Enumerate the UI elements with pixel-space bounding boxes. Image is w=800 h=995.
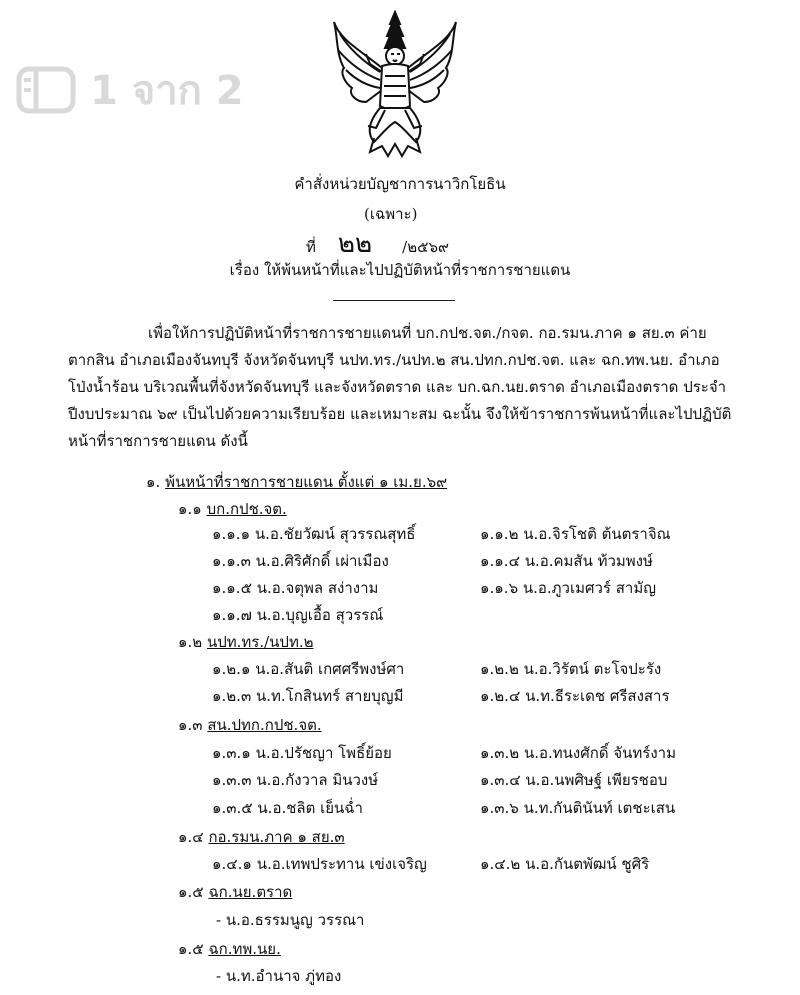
- list-item: ๑.๓.๑ น.อ.ปรัชญา โพธิ์ย้อย ๑.๓.๒ น.อ.ทนงศักดิ์ จันทร์งาม: [212, 744, 676, 762]
- order-number: ๒๒: [337, 229, 373, 259]
- group-unit: ฉก.นย.ตราด: [208, 883, 293, 901]
- garuda-emblem-icon: [330, 10, 460, 160]
- group-heading: ๑.๒ นปท.ทร./นปท.๒: [178, 633, 314, 651]
- divider: [333, 300, 455, 301]
- group-heading: ๑.๕ ฉก.ทพ.นย.: [178, 940, 281, 958]
- list-item: ๑.๔.๑ น.อ.เทพประทาน เข่งเจริญ ๑.๔.๒ น.อ.กันตพัฒน์ ชูศิริ: [212, 855, 650, 873]
- group-unit: บก.กปช.จต.: [206, 500, 287, 518]
- page-indicator-text: 1 จาก 2: [90, 68, 244, 114]
- group-heading: ๑.๓ สน.ปทก.กปช.จต.: [178, 716, 322, 734]
- group-heading: ๑.๕ ฉก.นย.ตราด: [178, 883, 293, 901]
- section-number: ๑.: [146, 473, 161, 491]
- group-unit: ฉก.ทพ.นย.: [208, 940, 281, 958]
- body-paragraph: เพื่อให้การปฏิบัติหน้าที่ราชการชายแดนที่ บก.กปช.จต./กจต. กอ.รมน.ภาค ๑ สย.๓ ค่ายตากสิน อำเภอเมืองจันทบุรี จังหวัดจันทบุรี นปท.ทร./นปท.๒ สน.ปทก.กปช.จต. และ ฉก.ทพ.นย. อำเภอโป่งน้ำร้อน บริเวณพื้นที่จังหวัดจันทบุรี และจังหวัดตราด และ บก.ฉก.นย.ตราด อำเภอเมืองตราด ประจำปีงบประมาณ ๖๙ เป็นไปด้วยความเรียบร้อย และเหมาะสม ฉะนั้น จึงให้ข้าราชการพ้นหน้าที่และไปปฏิบัติหน้าที่ราชการชายแดน ดังนี้: [68, 324, 732, 450]
- list-item: - น.ท.อำนาจ ภู่ทอง: [216, 967, 342, 985]
- list-item: - น.อ.ธรรมนูญ วรรณา: [216, 911, 365, 929]
- classification: (เฉพาะ): [364, 205, 418, 223]
- list-item: ๑.๑.๓ น.อ.ศิริศักดิ์ เผ่าเมือง ๑.๑.๔ น.อ.คมสัน ท้วมพงษ์: [212, 552, 653, 570]
- section-heading: [146, 470, 447, 494]
- order-prefix: ที่: [306, 238, 316, 256]
- list-item: ๑.๒.๑ น.อ.สันติ เกศศรีพงษ์ศา ๑.๒.๒ น.อ.วิรัตน์ ตะโจปะรัง: [212, 660, 662, 678]
- section-title: พ้นหน้าที่ราชการชายแดน ตั้งแต่ ๑ เม.ย.๖๙: [165, 473, 448, 491]
- list-item: ๑.๑.๕ น.อ.จตุพล สง่างาม ๑.๑.๖ น.อ.ภูวเมศวร์ สามัญ: [212, 579, 657, 597]
- group-heading: ๑.๑ บก.กปช.จต.: [178, 500, 287, 518]
- list-item: ๑.๑.๗ น.อ.บุญเอื้อ สุวรรณ์: [212, 606, 384, 624]
- order-year: /๒๕๖๙: [402, 238, 449, 256]
- list-item: ๑.๑.๑ น.อ.ชัยวัฒน์ สุวรรณสุทธิ์ ๑.๑.๒ น.อ.จิรโชติ ต้นตราจิณ: [212, 525, 671, 543]
- page-icon: [16, 66, 76, 114]
- group-unit: สน.ปทก.กปช.จต.: [207, 716, 322, 734]
- issuer-title: คำสั่งหน่วยบัญชาการนาวิกโยธิน: [294, 175, 506, 193]
- list-item: ๑.๓.๕ น.อ.ชลิต เย็นฉ่ำ ๑.๓.๖ น.ท.กันตินันท์ เตชะเสน: [212, 799, 676, 817]
- group-unit: นปท.ทร./นปท.๒: [206, 633, 314, 651]
- group-unit: กอ.รมน.ภาค ๑ สย.๓: [208, 828, 345, 846]
- list-item: ๑.๒.๓ น.ท.โกสินทร์ สายบุญมี ๑.๒.๔ น.ท.ธีระเดช ศรีสงสาร: [212, 687, 670, 705]
- list-item: ๑.๓.๓ น.อ.กังวาล มินวงษ์ ๑.๓.๔ น.อ.นพศิษฐ์ เพียรชอบ: [212, 771, 668, 789]
- subject-line: เรื่อง ให้พ้นหน้าที่และไปปฏิบัติหน้าที่ราชการชายแดน: [229, 261, 571, 279]
- page-indicator: [16, 58, 244, 122]
- group-heading: ๑.๔ กอ.รมน.ภาค ๑ สย.๓: [178, 828, 345, 846]
